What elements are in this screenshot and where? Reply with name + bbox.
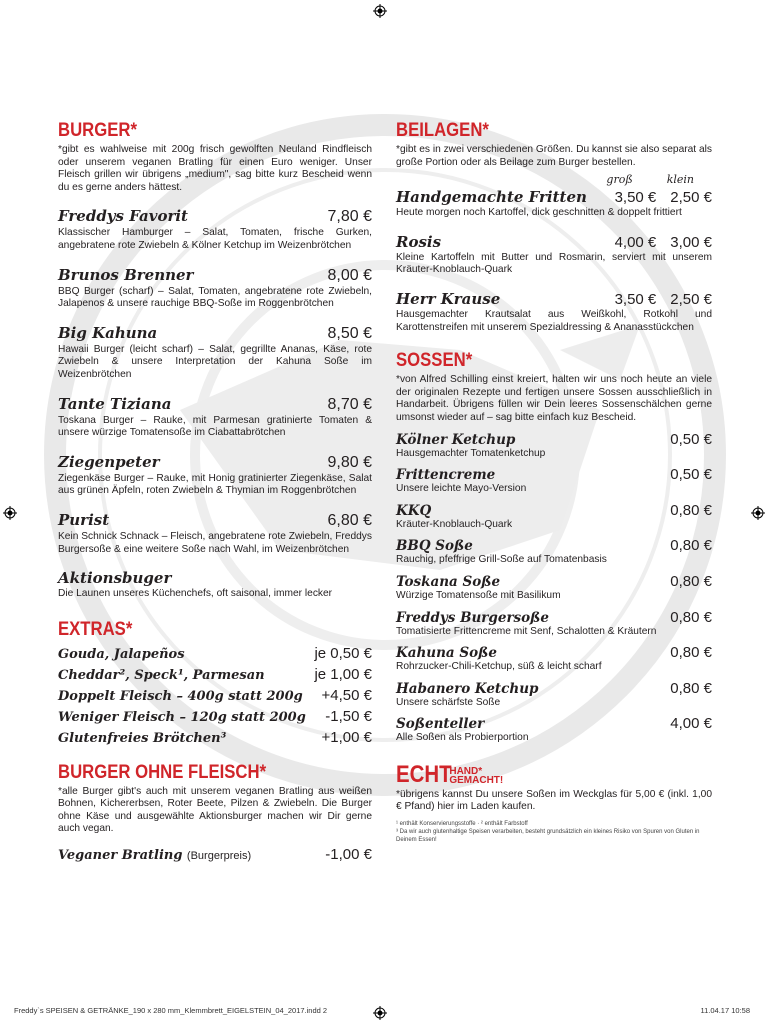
sosse-item-desc: Rohrzucker-Chili-Ketchup, süß & leicht scharf <box>396 661 602 673</box>
sosse-item-head <box>396 466 712 483</box>
extras-item-price: -1,50 € <box>325 707 372 725</box>
sosse-item-desc: Alle Soßen als Probierportion <box>396 732 529 744</box>
extras-row <box>58 687 372 704</box>
burger-item-head <box>58 511 372 530</box>
echt-logo-hand: HAND* <box>449 765 483 777</box>
extras-item-name: Doppelt Fleisch – 400g statt 200g <box>58 688 303 704</box>
sosse-item-desc: Tomatisierte Frittencreme mit Senf, Schalotten & Kräutern <box>396 625 657 637</box>
beilage-item-desc: Kleine Kartoffeln mit Butter und Rosmarin, serviert mit unserem Kräuter-Knoblauch-Quark <box>396 251 712 276</box>
extras-row <box>58 666 372 683</box>
burger-item-head <box>58 395 372 414</box>
burger-item <box>58 511 372 556</box>
extras-item-price: +1,00 € <box>321 728 372 746</box>
size-big-label: groß <box>606 173 633 187</box>
sosse-item-price: 0,80 € <box>670 537 712 555</box>
vegan-bratling-row <box>58 846 372 864</box>
sosse-item-name: Kahuna Soße <box>396 645 497 662</box>
sosse-item <box>396 644 712 674</box>
registration-mark-icon <box>3 506 17 520</box>
burger-item-head <box>58 324 372 343</box>
burger-item-name: Aktionsbuger <box>58 569 172 588</box>
burger-item-desc: Hawaii Burger (leicht scharf) – Salat, gegrillte Ananas, Käse, rote Zwiebeln & unsere Interpretation der Kahuna Soße im Weizenbrötchen <box>58 343 372 380</box>
sossen-section-title: SOSSEN* <box>396 350 473 372</box>
burger-section-title: BURGER* <box>58 120 137 141</box>
burger-item <box>58 266 372 311</box>
sosse-item <box>396 502 712 532</box>
burger-item-desc: Klassischer Hamburger – Salat, Tomaten, frische Gurken, angebratene rote Zwiebeln & Kölner Ketchup im Weizenbrötchen <box>58 227 372 251</box>
burger-item <box>58 395 372 440</box>
extras-section-title: EXTRAS* <box>58 618 133 640</box>
burger-item-desc: Die Launen unseres Küchenchefs, oft saisonal, immer lecker <box>58 588 333 600</box>
burger-item-head <box>58 266 372 285</box>
size-small-label: klein <box>666 173 694 187</box>
extras-item-price: +4,50 € <box>321 686 372 704</box>
echt-logo-gemacht: GEMACHT! <box>449 774 504 786</box>
burger-item-name: Brunos Brenner <box>58 265 194 284</box>
burger-item-name: Purist <box>58 510 110 529</box>
burger-item-desc: Kein Schnick Schnack – Fleisch, angebratene rote Zwiebeln, Freddys Burgersoße & eine weitere Soße nach Wahl, im Weizenbrötchen <box>58 530 372 555</box>
burger-item <box>58 207 372 252</box>
beilage-price-small: 2,50 € <box>670 189 712 207</box>
sosse-item <box>396 573 712 603</box>
sosse-item-head <box>396 680 712 697</box>
vegan-bratling-name: Veganer Bratling <box>58 848 183 864</box>
beilage-item-head <box>396 233 712 251</box>
sosse-item-desc: Unsere leichte Mayo-Version <box>396 483 527 495</box>
vegan-bratling-price: -1,00 € <box>325 846 372 864</box>
ohne-fleisch-section-title: BURGER OHNE FLEISCH* <box>58 761 267 783</box>
sosse-item-desc: Hausgemachter Tomatenketchup <box>396 447 546 459</box>
sosse-item-name: Toskana Soße <box>396 573 501 590</box>
sosse-item-head <box>396 644 712 661</box>
burger-item <box>58 324 372 382</box>
extras-item-name: Cheddar², Speck¹, Parmesan <box>58 667 265 683</box>
burger-item-price: 8,70 € <box>327 395 372 413</box>
registration-mark-icon <box>751 506 765 520</box>
sosse-item-price: 0,80 € <box>670 572 712 590</box>
footnotes <box>396 820 712 844</box>
burger-item-name: Ziegenpeter <box>58 452 160 471</box>
sosse-item-name: KKQ <box>396 502 432 519</box>
extras-list <box>58 645 372 746</box>
extras-item-price: je 0,50 € <box>314 644 372 662</box>
burger-item-price: 9,80 € <box>327 453 372 471</box>
sosse-item-desc: Kräuter-Knoblauch-Quark <box>396 518 513 530</box>
sosse-item-name: Soßenteller <box>396 716 485 733</box>
extras-item-price: je 1,00 € <box>314 665 372 683</box>
burger-item-price: 8,00 € <box>327 266 372 284</box>
burger-item-desc: BBQ Burger (scharf) – Salat, Tomaten, angebratene rote Zwiebeln, Jalapenos & unsere rauchige BBQ-Soße im Roggenbrötchen <box>58 285 372 310</box>
extras-row <box>58 708 372 725</box>
beilage-item-head <box>396 290 712 308</box>
burger-item-price: 7,80 € <box>327 208 372 226</box>
sosse-item-head <box>396 715 712 732</box>
beilagen-note: *gibt es in zwei verschiedenen Größen. Du kannst sie also separat als große Portion oder als Beilage zum Burger bestellen. <box>396 144 712 168</box>
beilage-item-desc: Hausgemachter Krautsalat aus Weißkohl, Rotkohl und Karottenstreifen mit unserem Spezialdressing & Ananasstückchen <box>396 308 712 333</box>
burger-item-name: Big Kahuna <box>58 323 158 342</box>
extras-row <box>58 729 372 746</box>
sosse-item <box>396 466 712 496</box>
extras-row <box>58 645 372 662</box>
weckglas-note: *übrigens kannst Du unsere Soßen im Weckglas für 5,00 € (inkl. 1,00 € Pfand) hier im Laden kaufen. <box>396 788 712 813</box>
burger-item-head <box>58 453 372 472</box>
echt-handgemacht-logo <box>396 761 712 789</box>
size-header <box>396 173 712 186</box>
burger-item-desc: Toskana Burger – Rauke, mit Parmesan gratinierte Tomaten & unsere würzige Tomatensoße im Ciabattabrötchen <box>58 414 372 439</box>
burger-item <box>58 453 372 498</box>
sosse-item-name: Freddys Burgersoße <box>396 609 550 626</box>
burger-note: *gibt es wahlweise mit 200g frisch gewolften Neuland Rindfleisch oder unserem veganen Bratling für einen Euro weniger. Unser Fleisch grillen wir übrigens „medium", sag bitte kurz Bescheid wenn du es gerne anders hättest. <box>58 144 372 193</box>
beilage-item-name: Rosis <box>396 232 442 251</box>
registration-mark-icon <box>373 4 387 18</box>
beilage-item-head <box>396 188 712 206</box>
burger-item <box>58 569 372 601</box>
sosse-item-name: BBQ Soße <box>396 538 473 555</box>
sosse-item-desc: Rauchig, pfeffrige Grill-Soße auf Tomatenbasis <box>396 554 607 566</box>
footnote-1-2: ¹ enthält Konservierungsstoffe · ² enthält Farbstoff <box>396 821 528 828</box>
sosse-item-price: 0,80 € <box>670 644 712 662</box>
sosse-item-head <box>396 537 712 554</box>
extras-item-name: Weniger Fleisch – 120g statt 200g <box>58 709 306 725</box>
beilage-item-desc: Heute morgen noch Kartoffel, dick geschnitten & doppelt frittiert <box>396 207 682 219</box>
sosse-item-name: Habanero Ketchup <box>396 680 539 697</box>
beilage-item-prices <box>615 234 712 251</box>
beilage-item <box>396 290 712 334</box>
sosse-item <box>396 537 712 567</box>
burger-item-name: Tante Tiziana <box>58 394 172 413</box>
beilage-item <box>396 188 712 220</box>
sosse-item-price: 0,50 € <box>670 466 712 484</box>
beilage-price-small: 2,50 € <box>670 290 712 308</box>
sosse-item-price: 0,80 € <box>670 679 712 697</box>
sosse-item-price: 0,80 € <box>670 608 712 626</box>
sossen-list <box>396 431 712 745</box>
sossen-note: *von Alfred Schilling einst kreiert, halten wir uns noch heute an viele der originalen Rezepte und fertigen unsere Sossen ausschließlich in Handarbeit. Übrigens füllen wir Dein leeres Sossenschälchen gerne umsonst wieder auf – sag bitte einfach kuz Bescheid. <box>396 374 712 423</box>
burger-item-name: Freddys Favorit <box>58 207 188 226</box>
sosse-item <box>396 680 712 710</box>
print-slug-date: 11.04.17 10:58 <box>700 1006 750 1015</box>
sosse-item-name: Frittencreme <box>396 467 496 484</box>
sosse-item-desc: Unsere schärfste Soße <box>396 696 501 708</box>
sosse-item-head <box>396 609 712 626</box>
footnote-3: ³ Da wir auch glutenhaltige Speisen verarbeiten, besteht grundsätzlich ein kleines Risiko von Spuren von Gluten in Deinem Essen! <box>396 829 700 844</box>
extras-item-name: Gouda, Jalapeños <box>58 646 185 662</box>
vegan-bratling-suffix: (Burgerpreis) <box>186 850 252 863</box>
burger-list <box>58 207 372 600</box>
beilage-item-prices <box>615 291 712 308</box>
beilage-item-name: Handgemachte Fritten <box>396 188 587 207</box>
beilage-price-big: 3,50 € <box>614 290 657 308</box>
sosse-item <box>396 431 712 461</box>
echt-logo-small <box>449 767 503 785</box>
sosse-item-price: 4,00 € <box>670 715 712 733</box>
beilage-price-small: 3,00 € <box>670 233 712 251</box>
burger-item-head <box>58 207 372 226</box>
sosse-item-desc: Würzige Tomatensoße mit Basilikum <box>396 589 561 601</box>
echt-logo-big: ECHT <box>396 760 452 788</box>
extras-item-name: Glutenfreies Brötchen³ <box>58 730 227 746</box>
sosse-item <box>396 715 712 745</box>
sosse-item-head <box>396 431 712 448</box>
sosse-item-head <box>396 502 712 519</box>
sosse-item-name: Kölner Ketchup <box>396 431 516 448</box>
sosse-item-price: 0,80 € <box>670 501 712 519</box>
print-slug-filename: Freddy`s SPEISEN & GETRÄNKE_190 x 280 mm_Klemmbrett_EIGELSTEIN_04_2017.indd 2 <box>14 1006 328 1015</box>
sosse-item <box>396 609 712 639</box>
beilage-item <box>396 233 712 277</box>
beilagen-list <box>396 188 712 334</box>
burger-item-head <box>58 569 372 587</box>
beilagen-section-title: BEILAGEN* <box>396 120 489 141</box>
burger-item-price: 8,50 € <box>327 324 372 342</box>
beilage-price-big: 3,50 € <box>614 189 657 207</box>
registration-mark-icon <box>373 1006 387 1020</box>
beilage-price-big: 4,00 € <box>614 233 657 251</box>
beilage-item-prices <box>615 189 712 206</box>
ohne-fleisch-note: *alle Burger gibt's auch mit unserem veganen Bratling aus weißen Bohnen, Kichererbsen, Roter Beete, Pilzen & Zwiebeln. Die Burger ohne Käse und ausgewählte Aktionsburger machen wir Dir gerne auch vegan. <box>58 785 372 835</box>
sosse-item-head <box>396 573 712 590</box>
burger-item-desc: Ziegenkäse Burger – Rauke, mit Honig gratinierter Ziegenkäse, Salat aus grünen Äpfeln, roten Zwiebeln & Thymian im Roggenbrötchen <box>58 472 372 497</box>
beilage-item-name: Herr Krause <box>396 289 501 308</box>
sosse-item-price: 0,50 € <box>670 430 712 448</box>
right-column <box>396 120 712 844</box>
left-column <box>58 120 372 864</box>
burger-item-price: 6,80 € <box>327 511 372 529</box>
